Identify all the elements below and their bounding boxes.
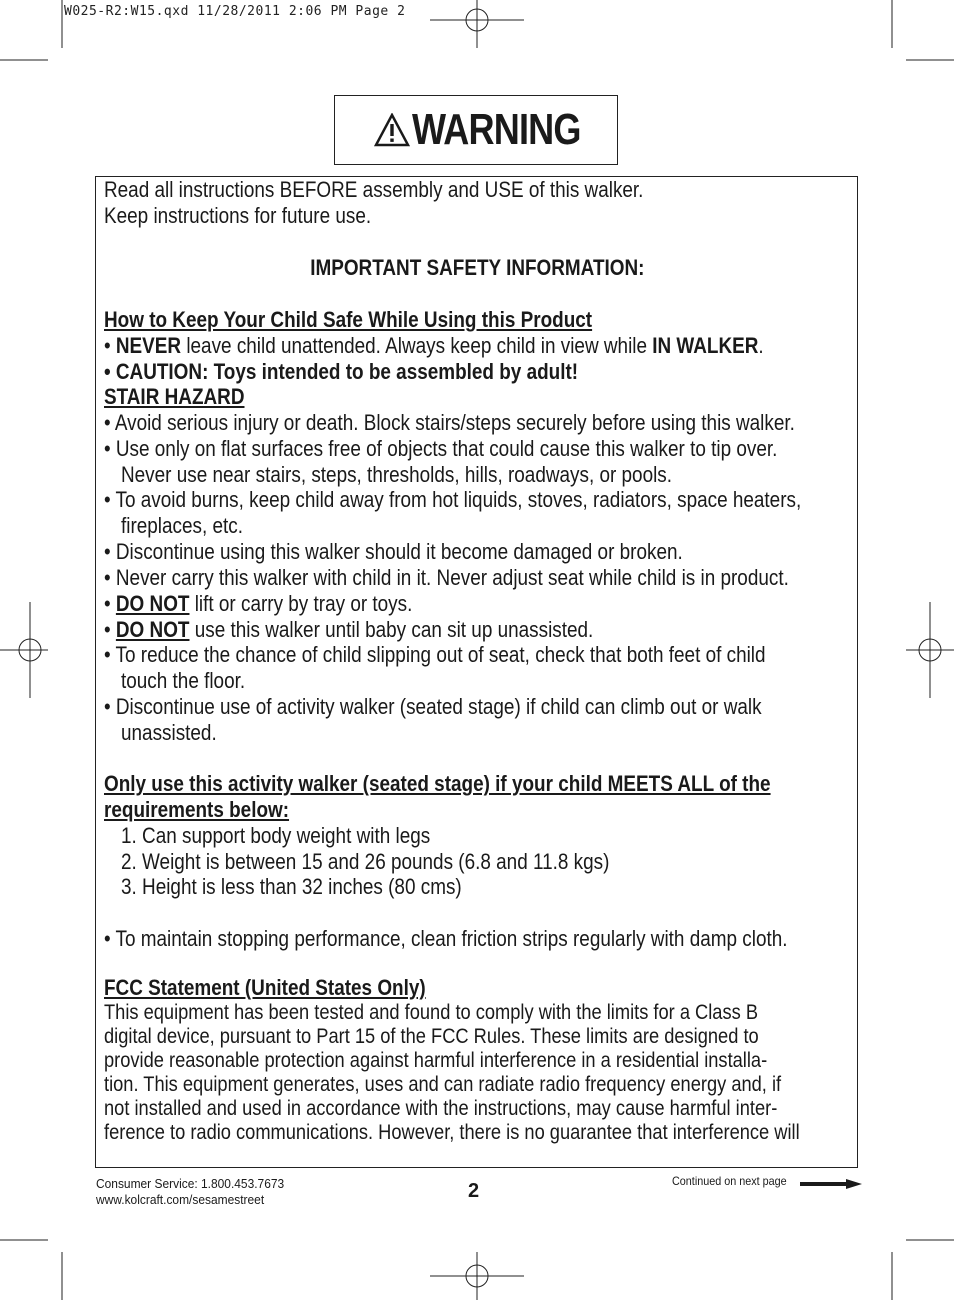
bullet-item-continued: touch the floor.: [121, 668, 246, 693]
caution-item: • CAUTION: Toys intended to be assembled by adult!: [104, 359, 579, 384]
right-arrow-icon: [800, 1177, 862, 1191]
bullet-item: • To reduce the chance of child slipping out of seat, check that both feet of child: [104, 642, 766, 667]
footer-contact: [96, 1176, 284, 1208]
intro-line-2: Keep instructions for future use.: [104, 203, 372, 228]
fcc-line: ference to radio communications. However, there is no guarantee that interference will: [104, 1121, 800, 1144]
important-heading: IMPORTANT SAFETY INFORMATION:: [309, 255, 645, 280]
stair-heading: STAIR HAZARD: [104, 384, 245, 409]
consumer-service: Consumer Service: 1.800.453.7673: [96, 1176, 285, 1191]
warning-triangle-icon: [374, 113, 410, 147]
donot-item: • DO NOT lift or carry by tray or toys.: [104, 591, 413, 616]
requirement-item: 1. Can support body weight with legs: [121, 823, 431, 848]
fcc-line: provide reasonable protection against harmful interference in a residential installa-: [104, 1049, 768, 1072]
page-number: 2: [468, 1180, 480, 1202]
bullet-item-continued: unassisted.: [121, 720, 217, 745]
friction-item: • To maintain stopping performance, clean friction strips regularly with damp cloth.: [104, 926, 788, 951]
intro-line-1: Read all instructions BEFORE assembly and USE of this walker.: [104, 177, 644, 202]
bullet-item: • Use only on flat surfaces free of objects that could cause this walker to tip over.: [104, 436, 778, 461]
fcc-line: digital device, pursuant to Part 15 of the FCC Rules. These limits are designed to: [104, 1025, 759, 1048]
fcc-line: This equipment has been tested and found to comply with the limits for a Class B: [104, 1001, 759, 1024]
requirements-heading: requirements below:: [104, 797, 290, 822]
bullet-item: • Avoid serious injury or death. Block stairs/steps securely before using this walker.: [104, 410, 795, 435]
requirements-heading: Only use this activity walker (seated stage) if your child MEETS ALL of the: [104, 771, 771, 796]
child-safe-heading: How to Keep Your Child Safe While Using this Product: [104, 307, 593, 332]
requirement-item: 2. Weight is between 15 and 26 pounds (6.8 and 11.8 kgs): [121, 849, 610, 874]
donot-item: • DO NOT use this walker until baby can sit up unassisted.: [104, 617, 594, 642]
fcc-line: not installed and used in accordance with the instructions, may cause harmful inter-: [104, 1097, 778, 1120]
warning-header: [334, 95, 618, 165]
file-slug: W025-R2:W15.qxd 11/28/2011 2:06 PM Page 2: [64, 4, 406, 19]
never-item: • NEVER leave child unattended. Always keep child in view while IN WALKER.: [104, 333, 764, 358]
bullet-item: • Discontinue use of activity walker (seated stage) if child can climb out or walk: [104, 694, 762, 719]
bullet-item-continued: fireplaces, etc.: [121, 513, 243, 538]
requirement-item: 3. Height is less than 32 inches (80 cms): [121, 874, 462, 899]
continued-note: Continued on next page: [672, 1174, 787, 1188]
bullet-item: • Discontinue using this walker should it become damaged or broken.: [104, 539, 683, 564]
fcc-heading: FCC Statement (United States Only): [104, 975, 426, 1000]
fcc-line: tion. This equipment generates, uses and can radiate radio frequency energy and, if: [104, 1073, 782, 1096]
bullet-item-continued: Never use near stairs, steps, thresholds, hills, roadways, or pools.: [121, 462, 673, 487]
warning-title: WARNING: [412, 105, 581, 154]
website-link[interactable]: www.kolcraft.com/sesamestreet: [96, 1192, 265, 1207]
bullet-item: • Never carry this walker with child in it. Never adjust seat while child is in product.: [104, 565, 789, 590]
bullet-item: • To avoid burns, keep child away from hot liquids, stoves, radiators, space heaters,: [104, 487, 802, 512]
